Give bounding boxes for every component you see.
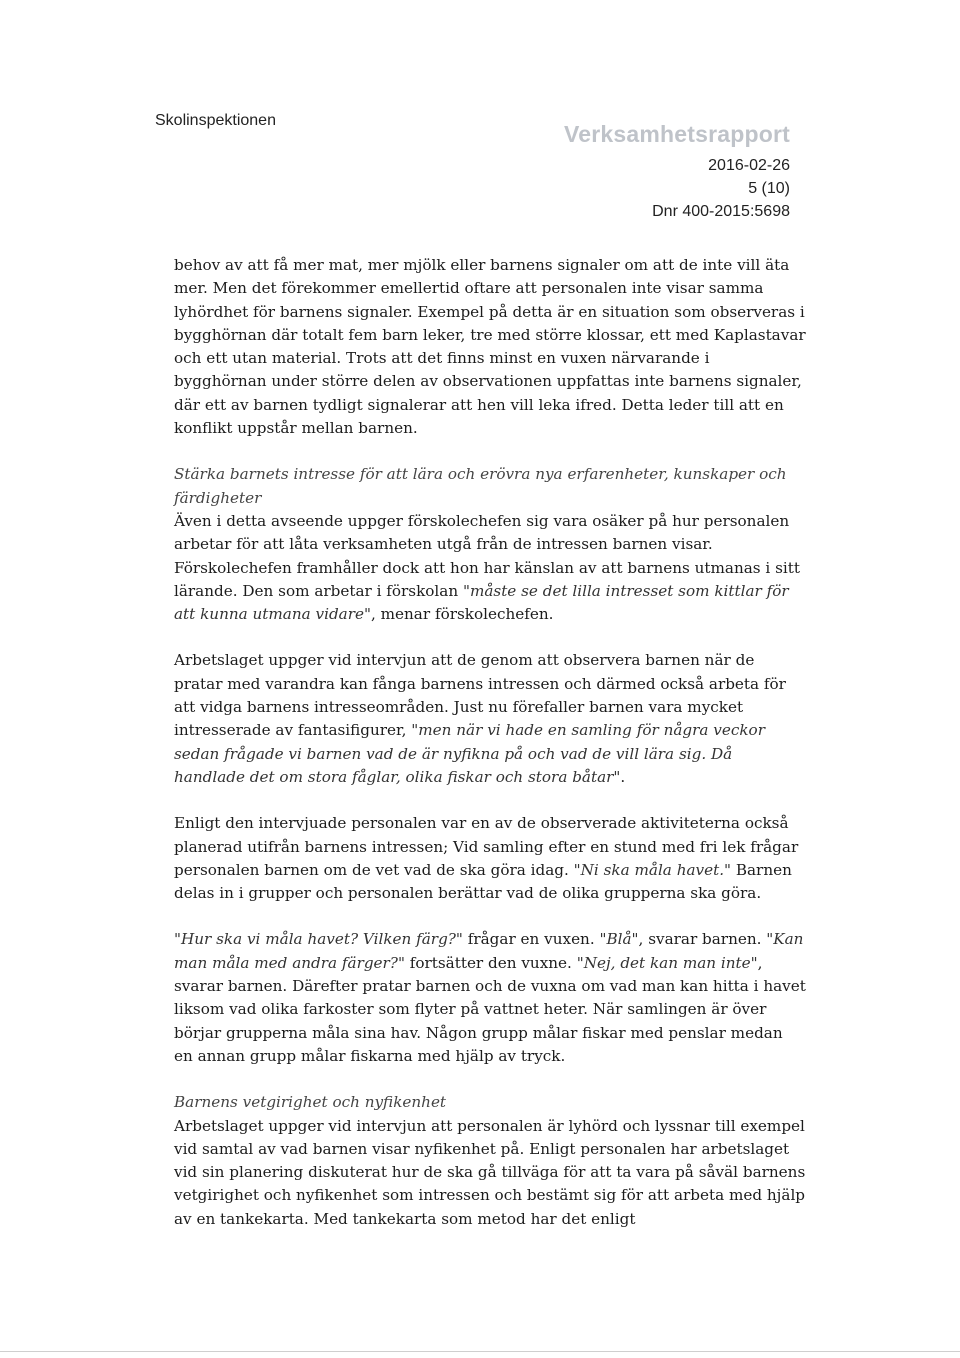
report-header: [564, 120, 790, 223]
paragraph-text: behov av att få mer mat, mer mjölk eller barnens signaler om att de inte vill äta mer. Men det förekommer emellertid oftare att personalen inte visar samma lyhördhet för barnens signaler. Exempel på detta är en situation som observeras i bygghörnan där totalt fem barn leker, tre med större klossar, ett med Kaplastavar och ett utan material. Trots att det finns minst en vuxen närvarande i bygghörnan under större delen av observationen uppfattas inte barnens signaler, där ett av barnen tydligt signalerar att hen vill leka ifred. Detta leder till att en konflikt uppstår mellan barnen.: [174, 256, 806, 438]
paragraph-text: Även i detta avseende uppger förskolechefen sig vara osäker på hur personalen arbetar för att låta verksamheten utgå från de intressen barnen visar. Förskolechefen framhåller dock att hon har känslan av att barnens utmanas i sitt lärande. Den som arbetar i förskolan: [174, 511, 800, 600]
paragraph-text: , svarar barnen.: [638, 930, 767, 949]
paragraph-text: fortsätter den vuxne.: [404, 953, 577, 972]
paragraph-text: frågar en vuxen.: [462, 930, 600, 949]
paragraph-2: [174, 510, 806, 626]
paragraph-5: [174, 928, 806, 1068]
report-date: 2016-02-26: [708, 157, 790, 174]
paragraph-6: [174, 1115, 806, 1231]
paragraph-text: Arbetslaget uppger vid intervjun att de genom att observera barnen när de pratar med varandra kan fånga barnens intressen och därmed också arbeta för att vidga barnens intresseområden. Just nu förefaller barnen vara mycket intresserade av fantasifigurer,: [174, 651, 786, 740]
quote: "Ni ska måla havet.": [573, 860, 732, 879]
quote: "Nej, det kan man inte": [576, 953, 758, 972]
paragraph-text: , menar förskolechefen.: [370, 605, 554, 624]
section-heading-interest: Stärka barnets intresse för att lära och erövra nya erfarenheter, kunskaper och färdigheter: [174, 465, 787, 507]
report-title: Verksamhetsrapport: [563, 121, 790, 147]
section-heading-curiosity: Barnens vetgirighet och nyfikenhet: [174, 1093, 447, 1112]
page-bottom-edge: [0, 1351, 960, 1352]
paragraph-text: Barnen delas in i grupper och personalen berättar vad de olika grupperna ska göra.: [174, 860, 792, 903]
paragraph-text: Arbetslaget uppger vid intervjun att personalen är lyhörd och lyssnar till exempel vid samtal av vad barnen visar nyfikenhet på. Enligt personalen har arbetslaget vid sin planering diskuterat hur de ska gå tillväga för att ta vara på såväl barnens vetgirighet och nyfikenhet som intressen och bestämt sig för att arbeta med hjälp av en tankekarta. Med tankekarta som metod har det enligt: [174, 1116, 806, 1228]
paragraph-text: Enligt den intervjuade personalen var en av de observerade aktiviteterna också planerad utifrån barnens intressen; Vid samling efter en stund med fri lek frågar personalen barnen om de vet vad de ska göra idag.: [174, 814, 799, 879]
paragraph-1: [174, 254, 806, 440]
quote: "Blå": [599, 930, 639, 949]
document-body: [174, 254, 806, 1231]
organization-name: Skolinspektionen: [155, 112, 276, 129]
paragraph-3: [174, 649, 806, 789]
page-number: 5 (10): [748, 180, 790, 197]
quote: "men när vi hade en samling för några veckor sedan frågade vi barnen vad de är nyfikna på och vad de vill lära sig. Då handlade det om stora fåglar, olika fiskar och stora båtar": [174, 721, 765, 786]
quote: "Kan man måla med andra färger?": [174, 930, 804, 972]
quote: "Hur ska vi måla havet? Vilken färg?": [174, 930, 463, 949]
quote: "måste se det lilla intresset som kittlar för att kunna utmana vidare": [174, 581, 789, 624]
paragraph-text: .: [620, 767, 626, 786]
paragraph-4: [174, 812, 806, 905]
registration-number: Dnr 400-2015:5698: [652, 203, 790, 220]
paragraph-text: , svarar barnen. Därefter pratar barnen och de vuxna om vad man kan hitta i havet liksom vad olika farkoster som flyter på vattnet heter. När samlingen är över börjar grupperna måla sina hav. Någon grupp målar fiskar med penslar medan en annan grupp målar fiskarna med hjälp av tryck.: [174, 953, 806, 1065]
